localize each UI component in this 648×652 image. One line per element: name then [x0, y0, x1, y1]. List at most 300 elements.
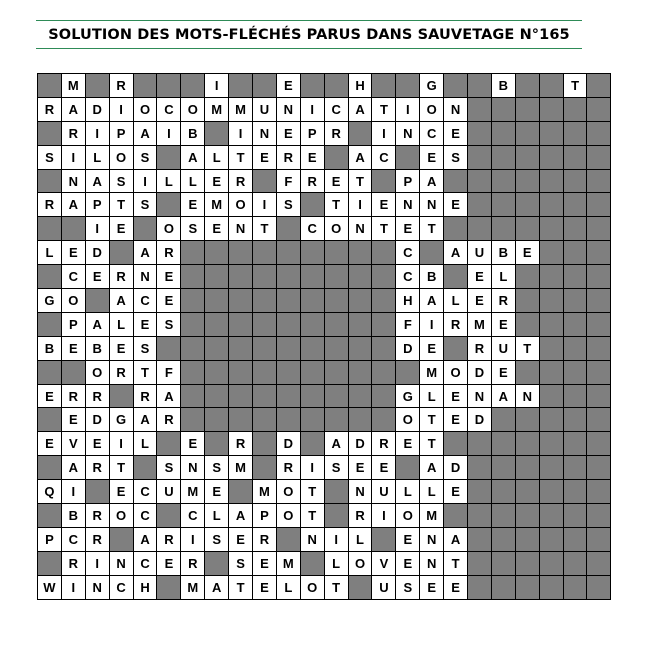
black-square	[491, 121, 515, 145]
black-square	[491, 480, 515, 504]
black-square	[491, 408, 515, 432]
black-square	[300, 384, 324, 408]
black-square	[205, 384, 229, 408]
black-square	[372, 265, 396, 289]
letter-cell: I	[300, 456, 324, 480]
black-square	[109, 527, 133, 551]
letter-cell: S	[157, 312, 181, 336]
letter-cell: G	[38, 289, 62, 313]
black-square	[229, 74, 253, 98]
letter-cell: R	[324, 121, 348, 145]
black-square	[157, 575, 181, 599]
letter-cell: O	[109, 145, 133, 169]
letter-cell: F	[157, 360, 181, 384]
letter-cell: A	[61, 193, 85, 217]
black-square	[85, 289, 109, 313]
black-square	[587, 384, 611, 408]
letter-cell: L	[205, 504, 229, 528]
black-square	[515, 360, 539, 384]
letter-cell: I	[61, 480, 85, 504]
black-square	[563, 121, 587, 145]
black-square	[300, 312, 324, 336]
black-square	[491, 527, 515, 551]
black-square	[587, 193, 611, 217]
letter-cell: T	[109, 193, 133, 217]
letter-cell: E	[348, 456, 372, 480]
letter-cell: B	[181, 121, 205, 145]
letter-cell: C	[300, 217, 324, 241]
letter-cell: R	[38, 97, 62, 121]
black-square	[300, 336, 324, 360]
black-square	[539, 527, 563, 551]
letter-cell: R	[372, 432, 396, 456]
black-square	[491, 504, 515, 528]
letter-cell: E	[372, 193, 396, 217]
black-square	[276, 241, 300, 265]
letter-cell: R	[444, 312, 468, 336]
letter-cell: I	[61, 575, 85, 599]
letter-cell: R	[85, 527, 109, 551]
letter-cell: R	[85, 504, 109, 528]
black-square	[563, 289, 587, 313]
grid-row	[38, 217, 611, 241]
black-square	[229, 384, 253, 408]
black-square	[468, 432, 492, 456]
black-square	[563, 312, 587, 336]
letter-cell: I	[229, 121, 253, 145]
letter-cell: P	[253, 504, 277, 528]
black-square	[539, 265, 563, 289]
black-square	[253, 384, 277, 408]
black-square	[38, 551, 62, 575]
black-square	[205, 432, 229, 456]
black-square	[539, 360, 563, 384]
black-square	[276, 384, 300, 408]
letter-cell: R	[491, 289, 515, 313]
letter-cell: I	[324, 527, 348, 551]
letter-cell: A	[205, 575, 229, 599]
grid-row	[38, 97, 611, 121]
letter-cell: L	[420, 384, 444, 408]
letter-cell: E	[276, 74, 300, 98]
black-square	[276, 360, 300, 384]
black-square	[253, 360, 277, 384]
black-square	[563, 480, 587, 504]
letter-cell: H	[348, 74, 372, 98]
letter-cell: W	[38, 575, 62, 599]
letter-cell: N	[85, 575, 109, 599]
letter-cell: T	[324, 193, 348, 217]
letter-cell: E	[372, 456, 396, 480]
letter-cell: P	[396, 169, 420, 193]
letter-cell: M	[468, 312, 492, 336]
black-square	[515, 193, 539, 217]
black-square	[515, 265, 539, 289]
letter-cell: E	[157, 289, 181, 313]
black-square	[229, 408, 253, 432]
letter-cell: A	[133, 408, 157, 432]
black-square	[539, 169, 563, 193]
black-square	[515, 289, 539, 313]
letter-cell: E	[205, 480, 229, 504]
letter-cell: N	[181, 456, 205, 480]
letter-cell: R	[157, 408, 181, 432]
letter-cell: S	[38, 145, 62, 169]
letter-cell: P	[85, 193, 109, 217]
black-square	[563, 432, 587, 456]
letter-cell: F	[396, 312, 420, 336]
black-square	[38, 360, 62, 384]
letter-cell: E	[85, 432, 109, 456]
grid-row	[38, 432, 611, 456]
letter-cell: T	[420, 408, 444, 432]
black-square	[539, 575, 563, 599]
letter-cell: M	[229, 97, 253, 121]
black-square	[276, 336, 300, 360]
letter-cell: N	[444, 97, 468, 121]
black-square	[563, 360, 587, 384]
letter-cell: O	[300, 575, 324, 599]
black-square	[348, 336, 372, 360]
black-square	[396, 74, 420, 98]
letter-cell: I	[85, 121, 109, 145]
black-square	[300, 408, 324, 432]
black-square	[253, 456, 277, 480]
black-square	[539, 551, 563, 575]
letter-cell: T	[515, 336, 539, 360]
letter-cell: A	[85, 312, 109, 336]
letter-cell: E	[85, 265, 109, 289]
letter-cell: D	[276, 432, 300, 456]
black-square	[563, 97, 587, 121]
letter-cell: E	[181, 432, 205, 456]
black-square	[539, 480, 563, 504]
black-square	[491, 432, 515, 456]
letter-cell: G	[420, 74, 444, 98]
black-square	[539, 289, 563, 313]
black-square	[539, 145, 563, 169]
black-square	[539, 312, 563, 336]
grid-row	[38, 74, 611, 98]
page-title: SOLUTION DES MOTS-FLÉCHÉS PARUS DANS SAUVETAGE N°165	[48, 27, 570, 43]
letter-cell: R	[61, 551, 85, 575]
letter-cell: A	[61, 97, 85, 121]
letter-cell: R	[229, 169, 253, 193]
letter-cell: A	[85, 169, 109, 193]
letter-cell: T	[420, 217, 444, 241]
black-square	[587, 74, 611, 98]
letter-cell: R	[109, 360, 133, 384]
letter-cell: E	[396, 551, 420, 575]
black-square	[468, 169, 492, 193]
letter-cell: N	[468, 384, 492, 408]
letter-cell: E	[468, 265, 492, 289]
black-square	[300, 432, 324, 456]
black-square	[348, 265, 372, 289]
letter-cell: A	[491, 384, 515, 408]
black-square	[300, 551, 324, 575]
letter-cell: L	[157, 169, 181, 193]
black-square	[444, 504, 468, 528]
letter-cell: N	[348, 217, 372, 241]
letter-cell: N	[348, 480, 372, 504]
black-square	[372, 360, 396, 384]
black-square	[539, 408, 563, 432]
letter-cell: M	[181, 480, 205, 504]
letter-cell: D	[396, 336, 420, 360]
black-square	[181, 360, 205, 384]
letter-cell: R	[300, 169, 324, 193]
black-square	[348, 575, 372, 599]
letter-cell: T	[348, 169, 372, 193]
letter-cell: R	[133, 384, 157, 408]
letter-cell: C	[133, 480, 157, 504]
black-square	[348, 384, 372, 408]
black-square	[324, 265, 348, 289]
black-square	[85, 74, 109, 98]
black-square	[324, 504, 348, 528]
grid-row	[38, 384, 611, 408]
letter-cell: N	[515, 384, 539, 408]
letter-cell: M	[420, 360, 444, 384]
letter-cell: I	[396, 97, 420, 121]
black-square	[38, 265, 62, 289]
letter-cell: L	[276, 575, 300, 599]
letter-cell: I	[253, 193, 277, 217]
black-square	[253, 241, 277, 265]
black-square	[205, 312, 229, 336]
letter-cell: O	[133, 97, 157, 121]
black-square	[253, 336, 277, 360]
letter-cell: O	[109, 504, 133, 528]
black-square	[587, 312, 611, 336]
black-square	[253, 312, 277, 336]
black-square	[229, 360, 253, 384]
letter-cell: N	[420, 527, 444, 551]
black-square	[539, 241, 563, 265]
grid-row	[38, 289, 611, 313]
black-square	[300, 289, 324, 313]
black-square	[181, 265, 205, 289]
black-square	[276, 289, 300, 313]
letter-cell: G	[396, 384, 420, 408]
black-square	[587, 169, 611, 193]
black-square	[205, 360, 229, 384]
black-square	[181, 74, 205, 98]
letter-cell: I	[109, 432, 133, 456]
letter-cell: T	[372, 217, 396, 241]
letter-cell: R	[61, 121, 85, 145]
letter-cell: A	[133, 527, 157, 551]
letter-cell: E	[420, 145, 444, 169]
letter-cell: O	[396, 408, 420, 432]
letter-cell: E	[157, 265, 181, 289]
black-square	[491, 145, 515, 169]
black-square	[157, 504, 181, 528]
black-square	[539, 504, 563, 528]
letter-cell: C	[133, 289, 157, 313]
letter-cell: C	[396, 265, 420, 289]
black-square	[253, 289, 277, 313]
letter-cell: S	[205, 456, 229, 480]
letter-cell: E	[396, 432, 420, 456]
grid-row	[38, 527, 611, 551]
letter-cell: R	[109, 74, 133, 98]
black-square	[491, 551, 515, 575]
letter-cell: P	[109, 121, 133, 145]
black-square	[157, 74, 181, 98]
letter-cell: O	[420, 97, 444, 121]
letter-cell: N	[61, 169, 85, 193]
letter-cell: E	[38, 384, 62, 408]
letter-cell: S	[181, 217, 205, 241]
black-square	[372, 289, 396, 313]
letter-cell: R	[181, 551, 205, 575]
letter-cell: P	[61, 312, 85, 336]
black-square	[61, 217, 85, 241]
letter-cell: E	[181, 193, 205, 217]
letter-cell: M	[253, 480, 277, 504]
letter-cell: T	[324, 575, 348, 599]
black-square	[563, 241, 587, 265]
black-square	[587, 360, 611, 384]
letter-cell: U	[157, 480, 181, 504]
letter-cell: T	[133, 360, 157, 384]
letter-cell: O	[348, 551, 372, 575]
letter-cell: I	[181, 527, 205, 551]
black-square	[468, 217, 492, 241]
letter-cell: Q	[38, 480, 62, 504]
black-square	[109, 241, 133, 265]
letter-cell: A	[61, 456, 85, 480]
black-square	[563, 408, 587, 432]
letter-cell: I	[348, 193, 372, 217]
black-square	[348, 241, 372, 265]
black-square	[157, 432, 181, 456]
grid-row	[38, 504, 611, 528]
black-square	[444, 74, 468, 98]
black-square	[468, 504, 492, 528]
black-square	[515, 575, 539, 599]
letter-cell: A	[181, 145, 205, 169]
letter-cell: I	[372, 121, 396, 145]
letter-cell: L	[491, 265, 515, 289]
letter-cell: S	[276, 193, 300, 217]
letter-cell: A	[420, 289, 444, 313]
black-square	[181, 312, 205, 336]
letter-cell: I	[205, 74, 229, 98]
black-square	[229, 241, 253, 265]
black-square	[539, 336, 563, 360]
letter-cell: S	[229, 551, 253, 575]
black-square	[515, 121, 539, 145]
letter-cell: M	[420, 504, 444, 528]
letter-cell: L	[444, 289, 468, 313]
letter-cell: L	[133, 432, 157, 456]
black-square	[539, 193, 563, 217]
black-square	[61, 360, 85, 384]
letter-cell: E	[444, 384, 468, 408]
black-square	[324, 336, 348, 360]
black-square	[515, 504, 539, 528]
grid-row	[38, 456, 611, 480]
letter-cell: E	[61, 241, 85, 265]
grid-row	[38, 336, 611, 360]
black-square	[229, 336, 253, 360]
letter-cell: C	[372, 145, 396, 169]
black-square	[181, 336, 205, 360]
black-square	[587, 97, 611, 121]
letter-cell: D	[468, 360, 492, 384]
black-square	[324, 289, 348, 313]
black-square	[324, 408, 348, 432]
black-square	[587, 145, 611, 169]
black-square	[587, 265, 611, 289]
black-square	[491, 97, 515, 121]
letter-cell: L	[181, 169, 205, 193]
black-square	[515, 408, 539, 432]
letter-cell: V	[372, 551, 396, 575]
letter-cell: I	[85, 217, 109, 241]
black-square	[515, 456, 539, 480]
letter-cell: R	[157, 241, 181, 265]
letter-cell: T	[372, 97, 396, 121]
black-square	[133, 217, 157, 241]
letter-cell: E	[253, 551, 277, 575]
black-square	[348, 408, 372, 432]
black-square	[515, 217, 539, 241]
letter-cell: C	[396, 241, 420, 265]
letter-cell: N	[133, 265, 157, 289]
black-square	[300, 193, 324, 217]
black-square	[181, 241, 205, 265]
letter-cell: C	[157, 97, 181, 121]
letter-cell: M	[229, 456, 253, 480]
black-square	[491, 575, 515, 599]
letter-cell: T	[229, 145, 253, 169]
black-square	[348, 289, 372, 313]
letter-cell: N	[396, 121, 420, 145]
letter-cell: A	[133, 121, 157, 145]
black-square	[468, 193, 492, 217]
black-square	[38, 504, 62, 528]
black-square	[276, 312, 300, 336]
letter-cell: C	[133, 504, 157, 528]
black-square	[587, 121, 611, 145]
letter-cell: R	[38, 193, 62, 217]
letter-cell: E	[205, 169, 229, 193]
letter-cell: O	[61, 289, 85, 313]
black-square	[515, 74, 539, 98]
black-square	[372, 384, 396, 408]
grid-row	[38, 265, 611, 289]
letter-cell: E	[253, 145, 277, 169]
letter-cell: E	[300, 145, 324, 169]
grid-row	[38, 360, 611, 384]
letter-cell: E	[491, 312, 515, 336]
black-square	[38, 169, 62, 193]
black-square	[587, 456, 611, 480]
crossword-grid	[37, 73, 611, 600]
letter-cell: E	[324, 169, 348, 193]
letter-cell: O	[276, 480, 300, 504]
black-square	[491, 217, 515, 241]
black-square	[587, 217, 611, 241]
letter-cell: E	[229, 527, 253, 551]
letter-cell: E	[205, 217, 229, 241]
letter-cell: R	[348, 504, 372, 528]
letter-cell: C	[109, 575, 133, 599]
